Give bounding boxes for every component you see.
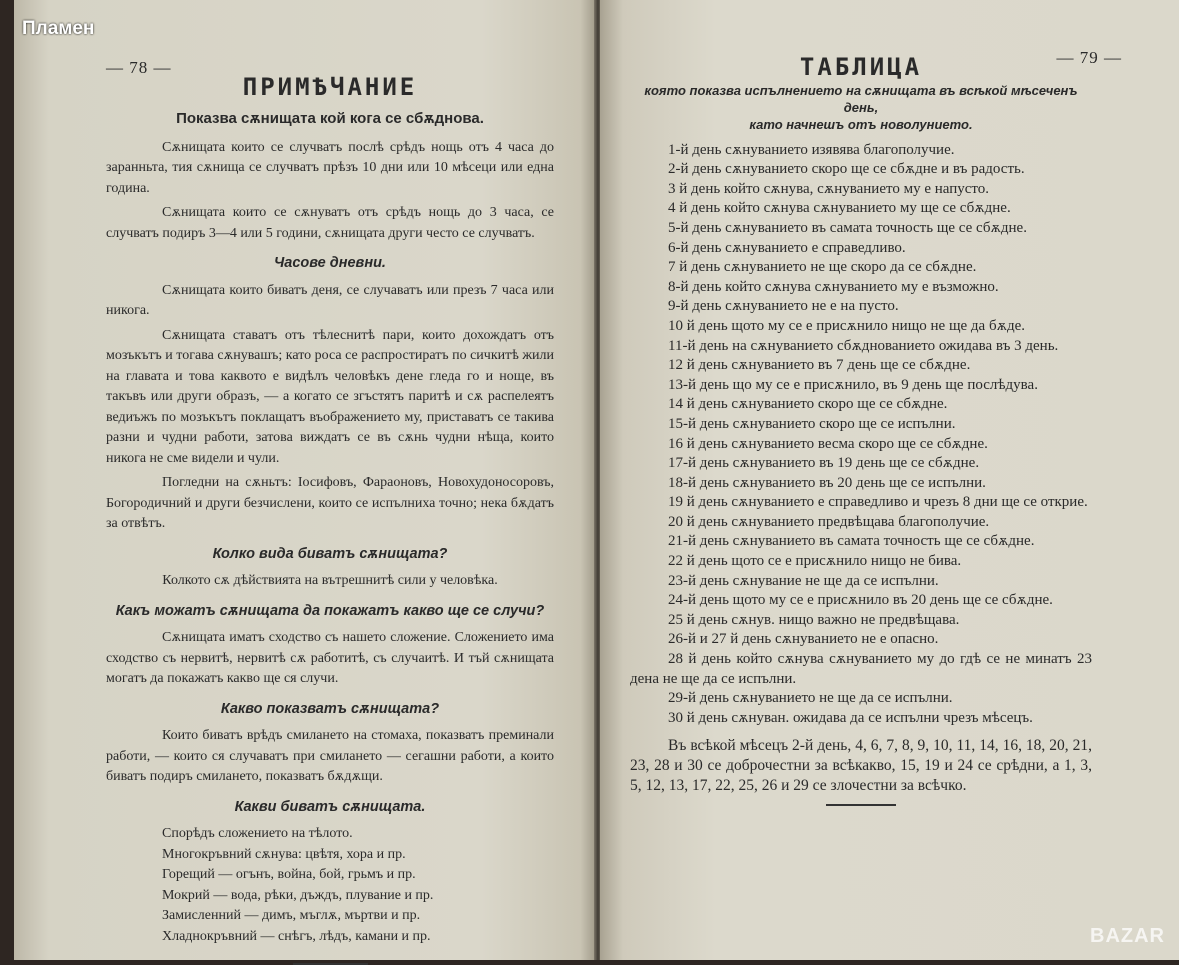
table-row: 25 й день сѫнув. нищо важно не предвѣщава. <box>668 611 960 628</box>
table-row: 22 й день щото се е присѫнило нищо не бива. <box>668 553 962 570</box>
left-page <box>14 0 598 960</box>
table-row: 18-й день сѫнуванието въ 20 день ще се испълни. <box>668 474 986 491</box>
page-number: — 79 — <box>1056 48 1122 67</box>
paragraph: Които биватъ врѣдъ смилането на стомаха, показватъ преминали работи, — които ся случаватъ при смилането — сегашни работи, а които биватъ подиръ смилането, показватъ бѫдѫщи. <box>106 728 554 784</box>
subtitle-line: която показва испълнението на сѫнищата въ всѣкой мѣсеченъ день, <box>644 82 1078 115</box>
table-row: 1-й день сѫнуванието изявява благополучие. <box>668 141 955 158</box>
table-row: 6-й день сѫнуванието е справедливо. <box>668 239 906 256</box>
table-row: 4 й день който сѫнува сѫнуванието му ще се сбѫдне. <box>668 200 1011 217</box>
list-item: Замисленний — димъ, мъглѫ, мъртви и пр. <box>162 908 421 923</box>
list-item: Многокръвний сѫнува: цвѣтя, хора и пр. <box>162 846 406 862</box>
divider <box>826 804 896 806</box>
list-item: Горещий — огънъ, война, бой, грьмъ и пр. <box>162 867 416 882</box>
table-row: 8-й день който сѫнува сѫнуванието му е възможно. <box>668 278 999 295</box>
list-item: Спорѣдъ сложението на тѣлото. <box>162 826 353 841</box>
right-page <box>600 0 1179 960</box>
page-title: ТАБЛИЦА <box>799 53 923 81</box>
table-row: 24-й день щото му се е присѫнило въ 20 день ще се сбѫдне. <box>668 592 1053 609</box>
table-row: 7 й день сѫнуванието не ще скоро да се сбѫдне. <box>668 259 977 276</box>
list-item: Хладнокръвний — снѣгъ, лѣдъ, камани и пр. <box>162 928 431 944</box>
table-row: 3 й день който сѫнува, сѫнуванието му е напусто. <box>668 180 990 197</box>
table-row: 11-й день на сѫнуванието сбѫднованието ожидава въ 3 день. <box>668 337 1059 354</box>
table-row: 26-й и 27 й день сѫнуванието не е опасно. <box>668 631 939 648</box>
table-row: 30 й день сѫнуван. ожидава да се испълни чрезъ мѣсецъ. <box>668 709 1033 726</box>
table-row: 21-й день сѫнуванието въ самата точность ще се сбѫдне. <box>668 533 1035 550</box>
table-row: 28 й день който сѫнува сѫнуванието му до гдѣ се не минатъ 23 дена не ще да се испълни. <box>630 651 1092 687</box>
paragraph: Сѫнищата иматъ сходство съ нашето сложение. Сложението има сходство съ нервитѣ, нервитѣ сѫ работитѣ, съ случаитѣ. И тъй сѫнищата могатъ да покажатъ какво ще ся случи. <box>106 630 554 686</box>
paragraph: Сѫнищата които се случватъ послѣ срѣдъ нощь отъ 4 часа до заранньта, тия сѫнища се случватъ прѣзъ 10 дни или 10 мѣсеци или една година. <box>106 139 554 196</box>
table-row: 2-й день сѫнуванието скоро ще се сбѫдне и въ радость. <box>668 161 1025 178</box>
table-row: 12 й день сѫнуванието въ 7 день ще се сбѫдне. <box>668 357 971 374</box>
table-row: 17-й день сѫнуванието въ 19 день ще се сбѫдне. <box>668 455 980 472</box>
table-row: 29-й день сѫнуванието не ще да се испълни. <box>668 690 953 707</box>
paragraph: Погледни на сѫньтъ: Іосифовъ, Фараоновъ, Новохудоносоровъ, Богородичний и други безчислени, които се испълниха точно; нека бѫдатъ за отвѣтъ. <box>106 475 554 531</box>
subtitle <box>630 82 1092 133</box>
section-heading: Какви биватъ сѫнищата. <box>234 798 426 815</box>
left-page-text <box>106 58 554 965</box>
subtitle: Показва сѫнищата кой кога се сбѫднова. <box>176 110 484 127</box>
paragraph: Сѫнищата които се сѫнуватъ отъ срѣдъ нощь до 3 часа, се случватъ подиръ 3—4 или 5 години, сѫнищата други често се случватъ. <box>106 205 554 241</box>
right-page-text <box>630 48 1122 806</box>
bazar-logo: BAZAR <box>1090 925 1165 947</box>
list-item: Мокрий — вода, рѣки, дъждъ, плувание и пр. <box>162 887 434 903</box>
table-row: 15-й день сѫнуванието скоро ще се испълни. <box>668 415 956 432</box>
table-row: 9-й день сѫнуванието не е на пусто. <box>668 298 899 315</box>
table-row: 14 й день сѫнуванието скоро ще се сбѫдне. <box>668 396 948 413</box>
table-row: 5-й день сѫнуванието въ самата точность ще се сбѫдне. <box>668 219 1027 236</box>
page-title: ПРИМѢЧАНИЕ <box>242 72 418 101</box>
closing-paragraph: Въ всѣкой мѣсецъ 2-й день, 4, 6, 7, 8, 9, 10, 11, 14, 16, 18, 20, 21, 23, 28 и 30 се доброчестни за всѣкакво, 15, 19 и 24 се срѣдни, а 1, 3, 5, 12, 13, 17, 22, 25, 26 и 29 се злочестни за всѣчко. <box>630 737 1092 795</box>
table-row: 16 й день сѫнуванието весма скоро ще се сбѫдне. <box>668 435 988 452</box>
page-number: — 78 — <box>106 58 172 77</box>
subtitle-line: като начнешъ отъ новолунието. <box>749 116 973 132</box>
paragraph: Сѫнищата които биватъ деня, се случаватъ или презъ 7 часа или никога. <box>106 282 554 318</box>
table-row: 19 й день сѫнуванието е справедливо и чрезъ 8 дни ще се открие. <box>668 494 1088 511</box>
section-heading: Колко вида биватъ сѫнищата? <box>212 545 448 562</box>
watermark-text: Пламен <box>22 18 95 39</box>
section-heading: Часове дневни. <box>274 255 386 271</box>
table-row: 10 й день щото му се е присѫнило нищо не ще да бѫде. <box>668 317 1025 334</box>
table-row: 20 й день сѫнуванието предвѣщава благополучие. <box>668 513 990 530</box>
paragraph: Колкото сѫ дѣйствията на вътрешнитѣ сили у человѣка. <box>162 573 498 588</box>
paragraph: Сѫнищата ставатъ отъ тѣлеснитѣ пари, които дохождатъ отъ мозъкътъ и тогава сѫнувашъ; като роса се распростиратъ по сичкитѣ жили на главата и това каквото е видѣлъ человѣкъ дене гледа го и нощe, въ такъвъ или други образъ, — а когато се згъстятъ паритѣ и сѫ распелеятъ ведиъжъ по мозъкътъ поклащатъ въображението му, приставатъ се такива разни и чудни работи, затова виждатъ се въ сѫнь чудни нѣща, които никога не сме видели и чули. <box>106 327 554 466</box>
day-table <box>630 141 1092 729</box>
section-heading: Какво показватъ сѫнищата? <box>220 700 440 717</box>
section-heading: Какъ можатъ сѫнищата да покажатъ какво ще се случи? <box>115 602 545 619</box>
table-row: 13-й день що му се е присѫнило, въ 9 день ще послѣдува. <box>668 376 1038 393</box>
temperament-list <box>162 824 554 947</box>
table-row: 23-й день сѫнувание не ще да се испълни. <box>668 572 939 589</box>
